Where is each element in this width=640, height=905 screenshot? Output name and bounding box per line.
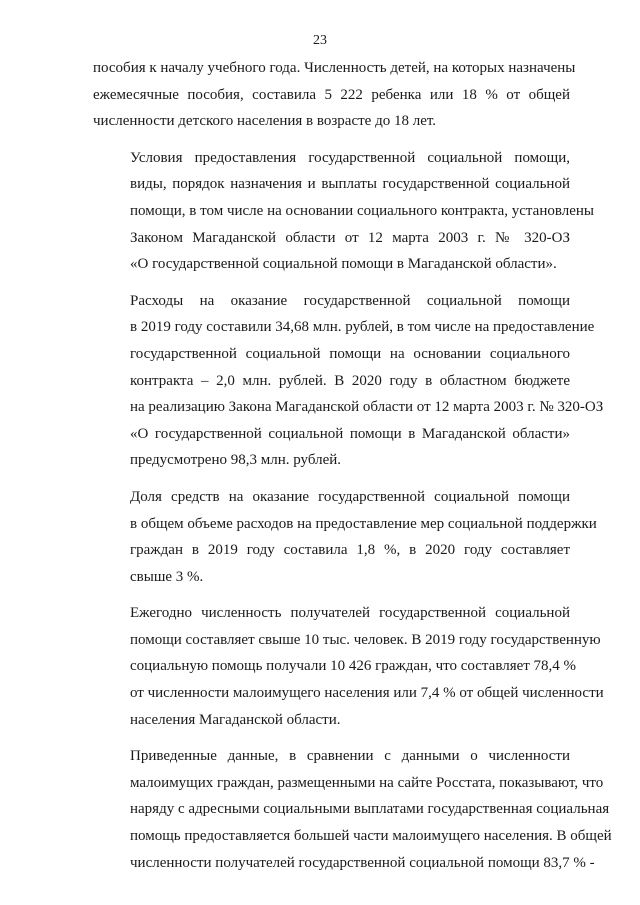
paragraph-6 [93,743,612,876]
text-line: от численности малоимущего населения или 7,4 % от общей численности [130,685,604,702]
paragraph-3 [93,288,604,474]
text-line: Приведенные данные, в сравнении с данными о численности [130,748,570,765]
text-line: «О государственной социальной помощи в Магаданской области» [130,425,570,442]
text-line: Условия предоставления государственной социальной помощи, [130,149,570,166]
text-line: свыше 3 %. [130,568,204,585]
text-line: в 2019 году составили 34,68 млн. рублей, в том числе на предоставление [130,319,595,336]
text-line: наряду с адресными социальными выплатами государственная социальная [130,801,610,818]
paragraph-1 [93,55,576,135]
paragraph-5 [93,600,604,733]
text-line: Расходы на оказание государственной социальной помощи [130,292,570,309]
text-line: ежемесячные пособия, составила 5 222 ребенка или 18 % от общей [93,86,570,103]
text-line: «О государственной социальной помощи в Магаданской области». [130,256,557,273]
text-line: пособия к началу учебного года. Численность детей, на которых назначены [93,60,576,76]
text-line: помощи составляет свыше 10 тыс. человек. В 2019 году государственную [130,631,601,648]
text-line: на реализацию Закона Магаданской области от 12 марта 2003 г. № 320-ОЗ [130,399,604,416]
text-line: малоимущих граждан, размещенными на сайте Росстата, показывают, что [130,774,604,791]
text-line: населения Магаданской области. [130,711,341,728]
text-line: предусмотрено 98,3 млн. рублей. [130,452,342,469]
text-line: государственной социальной помощи на основании социального [130,345,570,362]
text-line: помощи, в том числе на основании социального контракта, установлены [130,202,594,219]
paragraph-2 [93,145,594,278]
text-line: численности получателей государственной социальной помощи 83,7 % - [130,854,595,871]
text-line: Доля средств на оказание государственной социальной помощи [130,488,570,505]
paragraph-4 [93,484,597,590]
text-line: социальную помощь получали 10 426 граждан, что составляет 78,4 % [130,658,577,675]
text-line: в общем объеме расходов на предоставление мер социальной поддержки [130,515,597,532]
text-line: виды, порядок назначения и выплаты государственной социальной [130,176,570,193]
text-line: Законом Магаданской области от 12 марта 2003 г. № 320-ОЗ [130,229,570,246]
text-line: численности детского населения в возрасте до 18 лет. [93,113,437,130]
page-number: 23 [313,33,327,48]
text-line: Ежегодно численность получателей государственной социальной [130,605,570,622]
text-line: граждан в 2019 году составила 1,8 %, в 2020 году составляет [130,542,570,559]
text-line: контракта – 2,0 млн. рублей. В 2020 году в областном бюджете [130,372,570,389]
text-line: помощь предоставляется большей части малоимущего населения. В общей [130,828,612,845]
document-body [93,55,612,876]
